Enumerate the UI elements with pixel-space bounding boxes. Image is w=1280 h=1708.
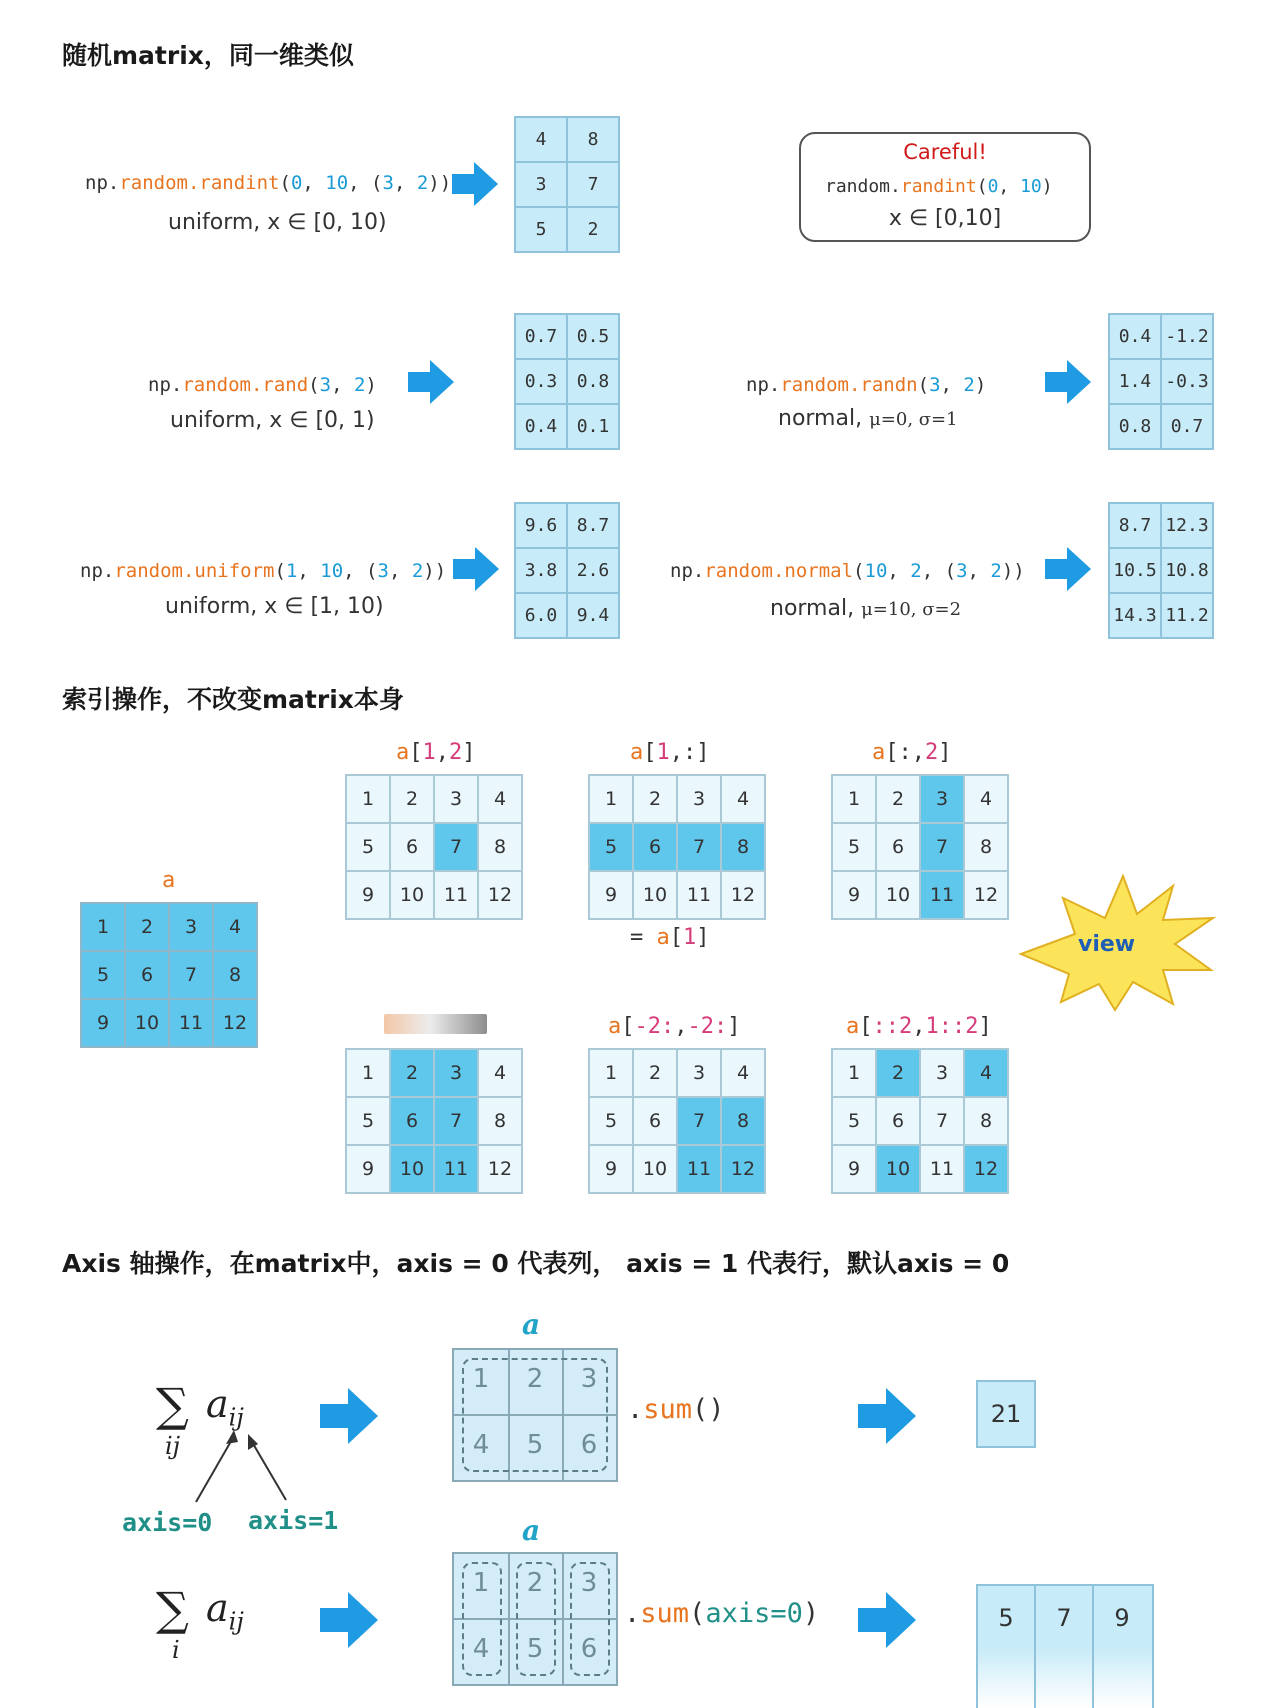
section3-title: Axis 轴操作，在matrix中，axis = 0 代表列， axis = 1 代表行，默认axis = 0: [62, 1249, 1010, 1278]
sum-axis-call: .sum(axis=0): [624, 1598, 820, 1629]
sum-col-sigma: ∑: [156, 1582, 189, 1636]
careful-title: Careful!: [903, 140, 987, 164]
arrow-right-icon: [1043, 358, 1093, 406]
index-label-aneg: a[-2:,-2:]: [608, 1014, 741, 1039]
view-label: view: [1078, 932, 1136, 957]
rand-desc: uniform, x ∈ [0, 1): [170, 408, 375, 433]
arrow-right-icon: [450, 160, 500, 208]
sum-all-grid: 1 2 3 4 5 6: [452, 1348, 618, 1482]
sum-col-a-label: a: [522, 1514, 541, 1547]
careful-desc: x ∈ [0,10]: [888, 206, 1002, 231]
randn-desc: normal, μ=0, σ=1: [778, 406, 958, 431]
sum-col-under: i: [172, 1636, 180, 1664]
result-col-0: 5: [998, 1604, 1014, 1632]
grid-aneg: 1 2 3 4 5 6 7 8 9 10 11 12: [588, 1048, 766, 1194]
result-cols-box: [976, 1584, 1154, 1708]
randint-desc: uniform, x ∈ [0, 10): [168, 210, 387, 235]
sum-call: .sum(): [627, 1394, 725, 1425]
arrow-right-icon: [318, 1386, 380, 1446]
grid-astep: 1 2 3 4 5 6 7 8 9 10 11 12: [831, 1048, 1009, 1194]
blurred-label: [384, 1014, 487, 1034]
sum-col-grid: 1 2 3 4 5 6: [452, 1552, 618, 1686]
index-note-a1: = a[1]: [630, 925, 710, 950]
grid-a12: 1 2 3 4 5 6 7 8 9 10 11 12: [345, 774, 523, 920]
randint-code: np.random.randint(0, 10, (3, 2)): [85, 172, 452, 194]
index-label-acol2: a[:,2]: [872, 740, 952, 765]
section2-title: 索引操作，不改变matrix本身: [62, 685, 404, 714]
sum-all-term: $a_{ij}$: [206, 1382, 244, 1432]
matrix-a-grid: 1 2 3 4 5 6 7 8 9 10 11 12: [80, 902, 258, 1048]
section1-title: 随机matrix，同一维类似: [62, 41, 354, 70]
normal-code: np.random.normal(10, 2, (3, 2)): [670, 560, 1025, 582]
arrow-right-icon: [406, 358, 456, 406]
axis-pointer-arrows-icon: [190, 1428, 300, 1504]
result-col-2: 9: [1114, 1604, 1130, 1632]
arrow-right-icon: [318, 1590, 380, 1650]
axis1-label: axis=1: [248, 1506, 339, 1535]
randn-matrix: 0.4 -1.2 1.4 -0.3 0.8 0.7: [1108, 313, 1214, 450]
rand-matrix: 0.7 0.5 0.3 0.8 0.4 0.1: [514, 313, 620, 450]
normal-matrix: 8.7 12.3 10.5 10.8 14.3 11.2: [1108, 502, 1214, 639]
sum-all-under: ij: [165, 1432, 181, 1460]
grid-acols12: 1 2 3 4 5 6 7 8 9 10 11 12: [345, 1048, 523, 1194]
uniform-desc: uniform, x ∈ [1, 10): [165, 594, 384, 619]
randint-matrix: 4 8 3 7 5 2: [514, 116, 620, 253]
arrow-right-icon: [1043, 545, 1093, 593]
careful-code: random.randint(0, 10): [825, 176, 1053, 197]
index-label-a1row: a[1,:]: [630, 740, 710, 765]
uniform-matrix: 9.6 8.7 3.8 2.6 6.0 9.4: [514, 502, 620, 639]
matrix-a-label: a: [162, 868, 176, 893]
uniform-code: np.random.uniform(1, 10, (3, 2)): [80, 560, 447, 582]
rand-code: np.random.rand(3, 2): [148, 374, 377, 396]
normal-desc: normal, μ=10, σ=2: [770, 596, 962, 621]
grid-acol2: 1 2 3 4 5 6 7 8 9 10 11 12: [831, 774, 1009, 920]
axis0-label: axis=0: [122, 1508, 213, 1537]
arrow-right-icon: [856, 1386, 918, 1446]
sum-col-term: $a_{ij}$: [206, 1586, 244, 1636]
result-col-1: 7: [1056, 1604, 1072, 1632]
sum-all-sigma: ∑: [156, 1378, 189, 1432]
arrow-right-icon: [856, 1590, 918, 1650]
arrow-right-icon: [451, 545, 501, 593]
index-label-a12: a[1,2]: [396, 740, 476, 765]
careful-box: [799, 132, 1091, 242]
result-total: 21: [976, 1380, 1036, 1448]
grid-a1row: 1 2 3 4 5 6 7 8 9 10 11 12: [588, 774, 766, 920]
index-label-astep: a[::2,1::2]: [846, 1014, 992, 1039]
randn-code: np.random.randn(3, 2): [746, 374, 987, 396]
sum-all-a-label: a: [522, 1308, 541, 1341]
